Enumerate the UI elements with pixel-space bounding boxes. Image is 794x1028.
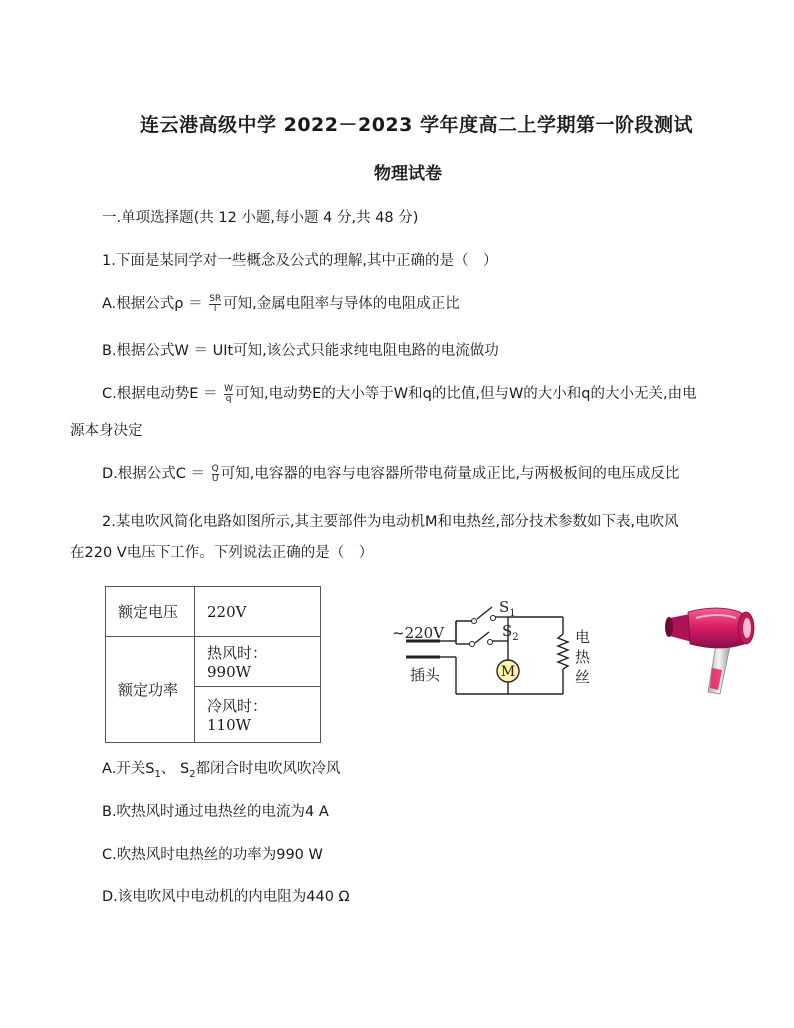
q2-option-c: C.吹热风时电热丝的功率为990 W [102,847,323,863]
q2-option-d: D.该电吹风中电动机的内电阻为440 Ω [102,889,350,905]
q1-d-numerator: Q [211,463,219,474]
q2-option-a [102,759,341,785]
rated-voltage-value: 220V [195,587,321,637]
heater-label-1: 电 [575,628,591,646]
q1-c-prefix: C.根据电动势E ＝ [102,386,223,402]
hot-air-power: 热风时：990W [195,637,321,687]
section-header: 一.单项选择题(共 12 小题,每小题 4 分,共 48 分) [102,210,419,226]
q2-stem-line2: 在220 V电压下工作。下列说法正确的是（ ） [70,545,374,561]
source-label: ~220V [392,624,445,642]
q1-d-denominator: U [211,473,219,484]
q1-option-b: B.根据公式W ＝ UIt可知,该公式只能求纯电阻电路的电流做功 [102,343,499,359]
q2-a-sub2: 2 [189,768,196,780]
q1-a-prefix: A.根据公式ρ ＝ [102,296,208,312]
q1-d-suffix: 可知,电容器的电容与电容器所带电荷量成正比,与两极板间的电压成反比 [220,466,680,482]
spec-table [105,586,321,743]
hairdryer-icon [660,600,760,700]
rated-voltage-label: 额定电压 [106,587,195,637]
q1-c-denominator: q [225,393,232,404]
q2-a-prefix: A.开关S [102,761,155,777]
q1-a-suffix: 可知,金属电阻率与导体的电阻成正比 [223,296,460,312]
q2-option-b: B.吹热风时通过电热丝的电流为4 A [102,804,329,820]
heater-label-2: 热 [575,648,591,666]
q1-option-c [102,384,697,404]
q1-a-numerator: SR [209,293,222,304]
q1-option-a [102,294,460,314]
circuit-diagram [388,596,603,708]
q1-c-suffix: 可知,电动势E的大小等于W和q的比值,但与W的大小和q的大小无关,由电 [235,386,697,402]
q1-option-d [102,464,679,484]
switch-s2-label: $S_2$ [502,622,519,643]
cold-air-power: 冷风时：110W [195,687,321,743]
q1-d-prefix: D.根据公式C ＝ [102,466,210,482]
plug-label: 插头 [410,666,441,684]
q1-a-denominator: l [213,303,217,314]
rated-power-label: 额定功率 [106,637,195,743]
q1-stem: 1.下面是某同学对一些概念及公式的理解,其中正确的是（ ） [102,253,498,269]
exam-subtitle: 物理试卷 [374,164,442,184]
q1-a-fraction [209,295,221,314]
q1-option-c-continued: 源本身决定 [70,423,143,439]
q1-c-numerator: W [224,383,234,394]
heater-label-3: 丝 [575,668,591,686]
motor-label: M [500,664,516,680]
switch-s1-label: $S_1$ [499,598,516,619]
q1-d-fraction [212,465,219,484]
exam-title: 连云港高级中学 2022－2023 学年度高二上学期第一阶段测试 [140,114,693,136]
q2-a-sub1: 1 [154,768,161,780]
q2-a-suffix: 都闭合时电吹风吹冷风 [195,761,341,777]
q2-stem-line1: 2.某电吹风简化电路如图所示,其主要部件为电动机M和电热丝,部分技术参数如下表,电吹风 [102,514,679,530]
q2-a-mid: 、 S [160,761,190,777]
q1-c-fraction [224,385,233,404]
